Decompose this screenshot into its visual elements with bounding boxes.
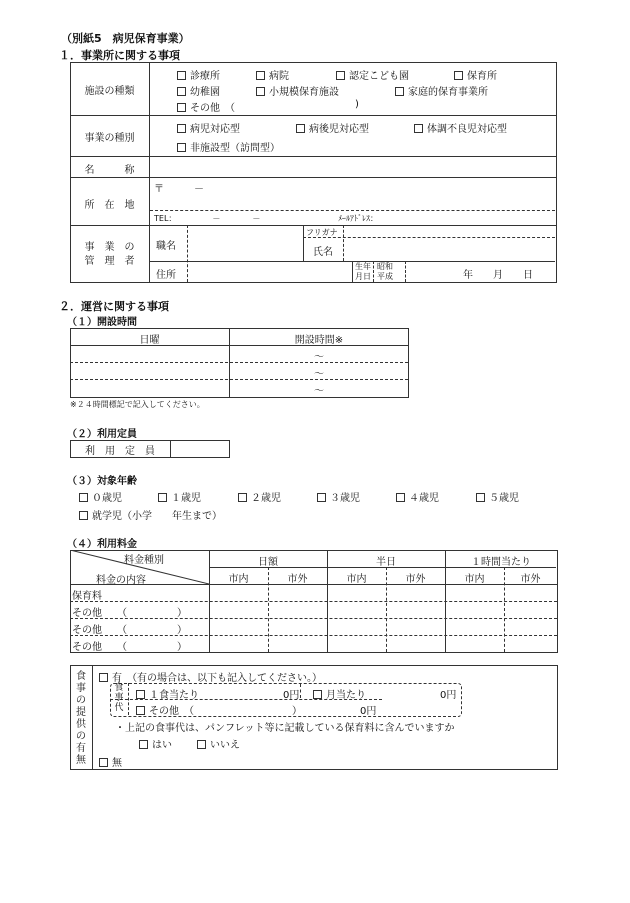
hours-heading: （１）開設時間 — [67, 317, 137, 328]
meal-no-option[interactable]: 無 — [99, 754, 122, 769]
fee-corner-bottom: 料金の内容 — [96, 575, 146, 586]
type-unwell-option[interactable]: 体調不良児対応型 — [414, 120, 507, 135]
age-3-option[interactable]: ３歳児 — [317, 489, 360, 504]
age-4-option[interactable]: ４歳児 — [396, 489, 439, 504]
residence-label: 住所 — [156, 270, 176, 281]
birth-label-2: 月日 — [355, 272, 371, 281]
email-field[interactable]: ﾒｰﾙｱﾄﾞﾚｽ： — [338, 214, 378, 223]
facility-kodomoen-option[interactable]: 認定こども園 — [336, 67, 409, 82]
fee-sub-out-3: 市外 — [520, 574, 541, 585]
birth-label-1: 生年 — [355, 262, 371, 271]
meal-other-close: ） — [292, 706, 302, 717]
facility-info-table — [70, 62, 556, 282]
age-2-option[interactable]: ２歳児 — [238, 489, 281, 504]
meal-yes-option[interactable]: 有 （有の場合は、以下も記入してください。） — [99, 669, 322, 684]
facility-nursery-option[interactable]: 保育所 — [454, 67, 497, 82]
fee-group-hourly: １時間当たり — [471, 557, 531, 568]
business-type-label: 事業の種別 — [84, 133, 135, 144]
checkbox-icon[interactable] — [136, 706, 145, 715]
fee-group-halfday: 半日 — [376, 557, 396, 568]
checkbox-icon[interactable] — [177, 124, 186, 133]
facility-type-label: 施設の種類 — [84, 86, 135, 97]
fee-corner-top: 料金種別 — [124, 555, 164, 566]
fee-sub-in-2: 市内 — [346, 574, 367, 585]
checkbox-icon[interactable] — [454, 71, 463, 80]
facility-clinic-option[interactable]: 診療所 — [177, 67, 220, 82]
hours-row-1[interactable]: ～ — [314, 352, 324, 363]
facility-other-option[interactable]: その他 （ — [177, 99, 235, 114]
manager-label-1: 事 業 の — [84, 242, 135, 253]
age-1-option[interactable]: １歳児 — [158, 489, 201, 504]
fee-table — [70, 550, 557, 652]
checkbox-icon[interactable] — [99, 673, 108, 682]
era-showa: 昭和 — [377, 262, 393, 271]
capacity-table — [70, 440, 229, 457]
facility-other-close: ) — [355, 99, 359, 110]
checkbox-icon[interactable] — [395, 87, 404, 96]
meal-per-month-option[interactable]: 月当たり — [313, 686, 366, 701]
section-1-heading: １．事業所に関する事項 — [59, 49, 180, 62]
fee-sub-in-1: 市内 — [228, 574, 249, 585]
checkbox-icon[interactable] — [197, 740, 206, 749]
checkbox-icon[interactable] — [177, 71, 186, 80]
birth-date-field[interactable]: 年 月 日 — [463, 270, 533, 281]
address-label: 所 在 地 — [84, 200, 135, 211]
checkbox-icon[interactable] — [317, 493, 326, 502]
tel-field[interactable]: TEL： － － — [154, 214, 261, 223]
fee-row-other-2: その他 （ ） — [72, 625, 187, 636]
age-school-option[interactable]: 就学児（小学 年生まで） — [79, 507, 222, 522]
facility-home-nursery-option[interactable]: 家庭的保育事業所 — [395, 83, 488, 98]
checkbox-icon[interactable] — [99, 758, 108, 767]
checkbox-icon[interactable] — [396, 493, 405, 502]
checkbox-icon[interactable] — [139, 740, 148, 749]
hours-table — [70, 328, 408, 397]
meal-other-yen[interactable]: 0円 — [360, 706, 377, 717]
fee-sub-out-2: 市外 — [405, 574, 426, 585]
checkbox-icon[interactable] — [256, 71, 265, 80]
type-visit-option[interactable]: 非施設型（訪問型） — [177, 139, 280, 154]
furigana-label: フリガナ — [306, 228, 338, 237]
section-2-heading: ２．運営に関する事項 — [59, 300, 169, 313]
type-recovery-option[interactable]: 病後児対応型 — [296, 120, 369, 135]
hours-row-3[interactable]: ～ — [314, 386, 324, 397]
checkbox-icon[interactable] — [136, 690, 145, 699]
checkbox-icon[interactable] — [158, 493, 167, 502]
checkbox-icon[interactable] — [177, 87, 186, 96]
meal-box — [70, 665, 557, 769]
meal-per-meal-option[interactable]: １食当たり — [136, 686, 199, 701]
checkbox-icon[interactable] — [313, 690, 322, 699]
age-5-option[interactable]: ５歳児 — [476, 489, 519, 504]
postal-code-field[interactable]: 〒 － — [154, 184, 204, 195]
fee-heading: （４）利用料金 — [67, 539, 137, 550]
checkbox-icon[interactable] — [256, 87, 265, 96]
meal-question: ・上記の食事代は、パンフレット等に記載している保育料に含んでいますか — [115, 723, 455, 734]
meal-per-month-yen[interactable]: 0円 — [440, 690, 457, 701]
meal-other-option[interactable]: その他 （ — [136, 702, 194, 717]
meal-included-no[interactable]: いいえ — [197, 736, 240, 751]
type-sick-child-option[interactable]: 病児対応型 — [177, 120, 240, 135]
checkbox-icon[interactable] — [79, 493, 88, 502]
capacity-label: 利 用 定 員 — [85, 446, 155, 457]
checkbox-icon[interactable] — [336, 71, 345, 80]
hours-day-header: 日曜 — [139, 335, 160, 346]
hours-time-header: 開設時間※ — [294, 335, 344, 346]
name-label: 名 称 — [84, 165, 135, 176]
facility-hospital-option[interactable]: 病院 — [256, 67, 289, 82]
checkbox-icon[interactable] — [177, 143, 186, 152]
age-0-option[interactable]: ０歳児 — [79, 489, 122, 504]
checkbox-icon[interactable] — [238, 493, 247, 502]
capacity-field[interactable] — [171, 440, 229, 457]
checkbox-icon[interactable] — [79, 511, 88, 520]
fee-sub-out-1: 市外 — [287, 574, 308, 585]
checkbox-icon[interactable] — [476, 493, 485, 502]
document-title: （別紙5 病児保育事業） — [61, 32, 190, 45]
checkbox-icon[interactable] — [177, 103, 186, 112]
hours-row-2[interactable]: ～ — [314, 369, 324, 380]
hours-note: ※２４時間標記で記入してください。 — [70, 400, 205, 409]
meal-cost-label: 食 事 代 — [114, 683, 124, 713]
checkbox-icon[interactable] — [296, 124, 305, 133]
fee-group-daily: 日額 — [258, 557, 278, 568]
fee-row-childcare: 保育料 — [72, 591, 102, 602]
position-label: 職名 — [156, 241, 176, 252]
checkbox-icon[interactable] — [414, 124, 423, 133]
manager-label-2: 管 理 者 — [84, 256, 135, 267]
facility-small-nursery-option[interactable]: 小規模保育施設 — [256, 83, 339, 98]
meal-per-meal-yen[interactable]: 0円 — [283, 690, 300, 701]
meal-label: 食 事 の 提 供 の 有 無 — [76, 671, 86, 766]
facility-kindergarten-option[interactable]: 幼稚園 — [177, 83, 220, 98]
age-heading: （３）対象年齢 — [67, 476, 137, 487]
person-name-label: 氏名 — [313, 247, 333, 258]
capacity-heading: （２）利用定員 — [67, 429, 137, 440]
meal-included-yes[interactable]: はい — [139, 736, 172, 751]
fee-sub-in-3: 市内 — [464, 574, 485, 585]
fee-row-other-1: その他 （ ） — [72, 608, 187, 619]
era-heisei: 平成 — [377, 272, 393, 281]
fee-row-other-3: その他 （ ） — [72, 642, 187, 653]
